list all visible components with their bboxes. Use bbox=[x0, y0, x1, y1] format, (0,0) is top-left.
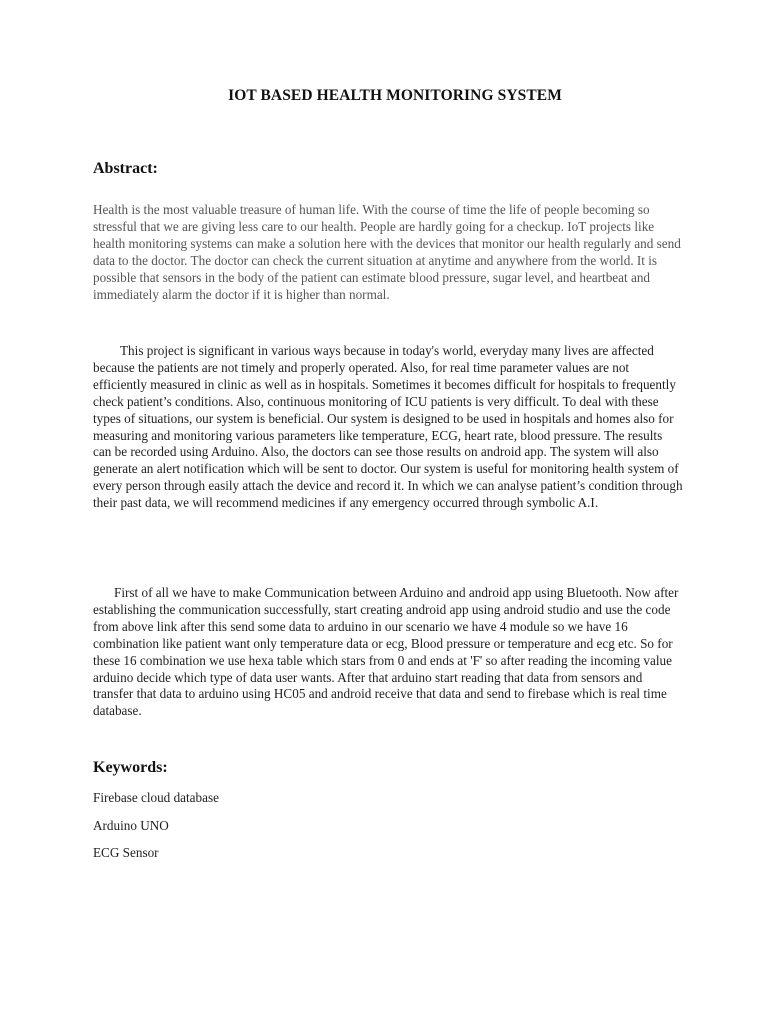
keywords-heading: Keywords: bbox=[93, 759, 168, 776]
abstract-paragraph-2: This project is significant in various ways because in today's world, everyday many lives are affected because the patients are not timely and properly operated. Also, for real time parameter values are not efficiently measured in clinic as well as in hospitals. Sometimes it becomes difficult for hospitals to frequently check patient’s conditions. Also, continuous monitoring of ICU patients is very difficult. To deal with these types of situations, our system is beneficial. Our system is designed to be used in hospitals and homes also for measuring and monitoring various parameters like temperature, ECG, heart rate, blood pressure. The results can be recorded using Arduino. Also, the doctors can see those results on android app. The system will also generate an alert notification which will be sent to doctor. Our system is useful for monitoring health system of every person through easily attach the device and record it. In which we can analyse patient’s condition through their past data, we will recommend medicines if any emergency occurred through symbolic A.I. bbox=[93, 343, 683, 511]
keyword-item: Firebase cloud database bbox=[93, 790, 219, 805]
keyword-item: ECG Sensor bbox=[93, 845, 159, 860]
document-title: IOT BASED HEALTH MONITORING SYSTEM bbox=[228, 87, 562, 104]
abstract-heading: Abstract: bbox=[93, 160, 158, 177]
abstract-paragraph-3: First of all we have to make Communication between Arduino and android app using Bluetooth. Now after establishing the communication successfully, start creating android app using android studio and use the code from above link after this send some data to arduino in our scenario we have 4 module so we have 16 combination like patient want only temperature data or ecg, Blood pressure or temperature and ecg etc. So for these 16 combination we use hexa table which stars from 0 and ends at 'F' so after reading the incoming value arduino decide which type of data user wants. After that arduino start reading that data from sensors and transfer that data to arduino using HC05 and android receive that data and send to firebase which is real time database. bbox=[93, 585, 679, 719]
abstract-paragraph-1: Health is the most valuable treasure of human life. With the course of time the life of people becoming so stressful that we are giving less care to our health. People are hardly going for a checkup. IoT projects like health monitoring systems can make a solution here with the devices that monitor our health regularly and send data to the doctor. The doctor can check the current situation at anytime and anywhere from the world. It is possible that sensors in the body of the patient can estimate blood pressure, sugar level, and heartbeat and immediately alarm the doctor if it is higher than normal. bbox=[93, 202, 681, 302]
keyword-item: Arduino UNO bbox=[93, 818, 169, 833]
